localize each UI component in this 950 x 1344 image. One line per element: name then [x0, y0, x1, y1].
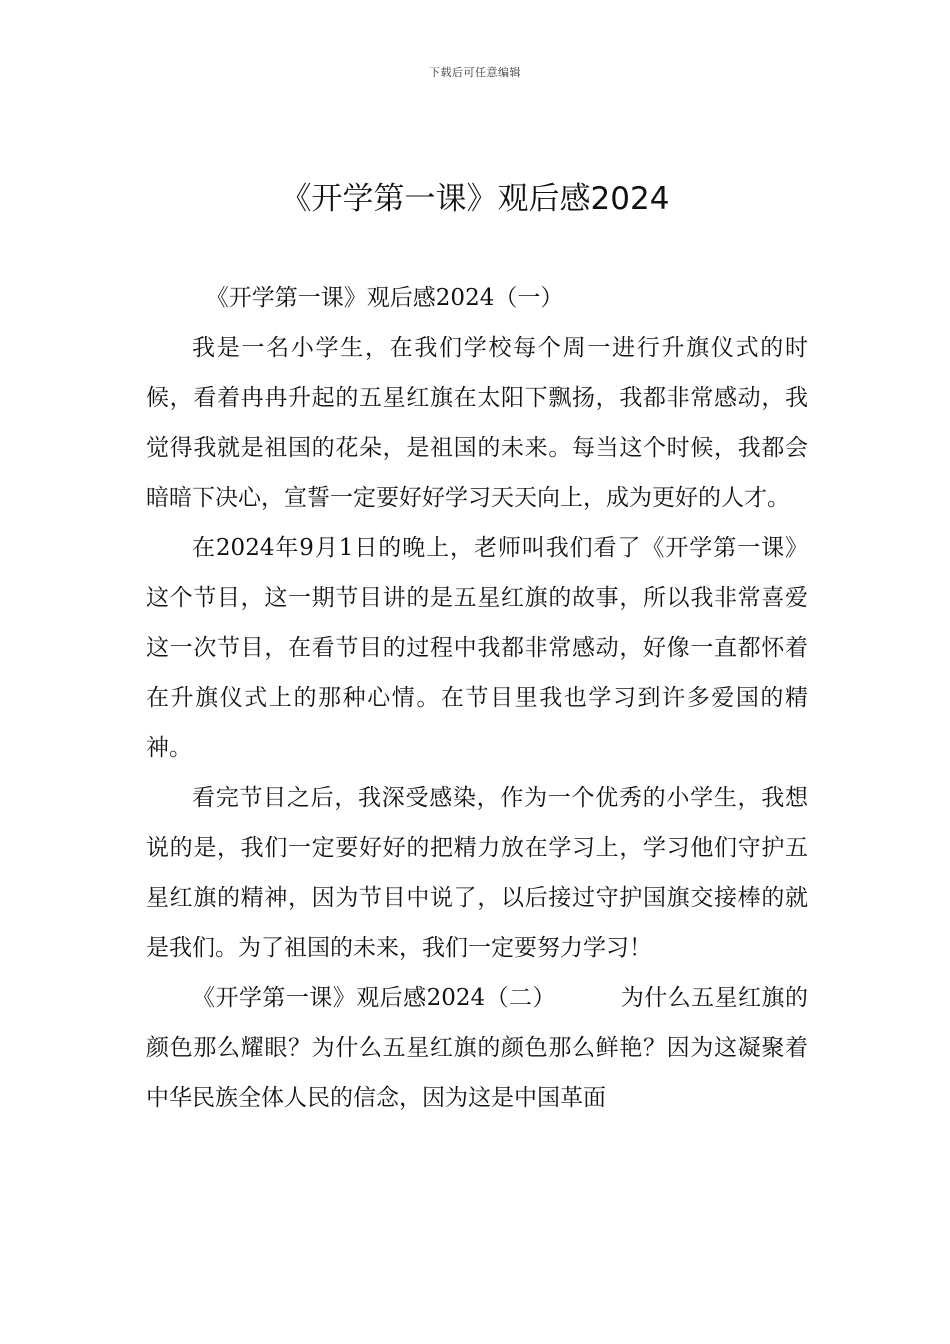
paragraph-2: 在2024年9月1日的晚上，老师叫我们看了《开学第一课》这个节目，这一期节目讲的是五星红旗的故事，所以我非常喜爱这一次节目，在看节目的过程中我都非常感动，好像一直都怀着在升旗仪式上的那种心情。在节目里我也学习到许多爱国的精神。	[146, 535, 808, 761]
paragraph-1: 我是一名小学生，在我们学校每个周一进行升旗仪式的时候，看着冉冉升起的五星红旗在太阳下飘扬，我都非常感动，我觉得我就是祖国的花朵，是祖国的未来。每当这个时候，我都会暗暗下决心，宣誓一定要好好学习天天向上，成为更好的人才。	[146, 335, 808, 511]
section-2-text: 为什么五星红旗的颜色那么耀眼？为什么五星红旗的颜色那么鲜艳？因为这凝聚着中华民族全体人民的信念，因为这是中国革面	[146, 985, 808, 1111]
paragraph-3: 看完节目之后，我深受感染，作为一个优秀的小学生，我想说的是，我们一定要好好的把精力放在学习上，学习他们守护五星红旗的精神，因为节目中说了，以后接过守护国旗交接棒的就是我们。为了祖国的未来，我们一定要努力学习！	[146, 785, 808, 961]
section-heading-1: 《开学第一课》观后感2024（一）	[205, 285, 564, 311]
header-note: 下载后可任意编辑	[429, 66, 521, 79]
section-heading-2: 《开学第一课》观后感2024（二）	[192, 985, 556, 1011]
document-body	[146, 273, 808, 1123]
paragraph-4	[146, 973, 808, 1123]
document-title: 《开学第一课》观后感2024	[280, 181, 670, 217]
